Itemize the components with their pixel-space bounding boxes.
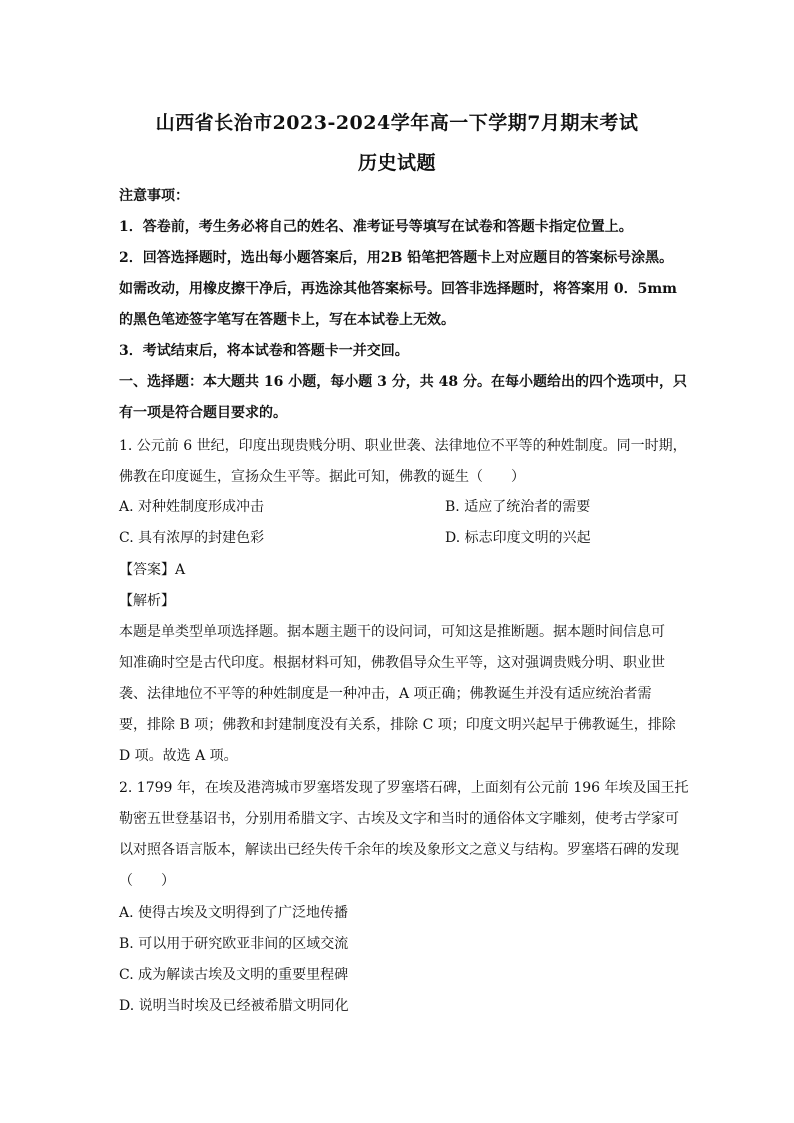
- notice-item-2-line-2: 如需改动，用橡皮擦干净后，再选涂其他答案标号。回答非选择题时，将答案用 0．5mm: [119, 281, 677, 297]
- notice-heading: 注意事项：: [119, 188, 189, 204]
- q2-stem-line-2: 勒密五世登基诏书，分别用希腊文字、古埃及文字和当时的通俗体文字雕刻，使考古学家可: [119, 811, 679, 827]
- q2-stem-line-4: （ ）: [119, 873, 175, 889]
- q2-option-d: D. 说明当时埃及已经被希腊文明同化: [119, 998, 349, 1014]
- q1-option-d: D. 标志印度文明的兴起: [445, 530, 591, 546]
- q1-analysis-line-3: 袭、法律地位不平等的种姓制度是一种冲击，A 项正确；佛教诞生并没有适应统治者需: [119, 686, 652, 702]
- q1-stem-line-1: 1. 公元前 6 世纪，印度出现贵贱分明、职业世袭、法律地位不平等的种姓制度。同一时期，: [119, 438, 687, 454]
- q1-answer: 【答案】A: [119, 562, 186, 578]
- q1-analysis-line-2: 知准确时空是古代印度。根据材料可知，佛教倡导众生平等，这对强调贵贱分明、职业世: [119, 655, 665, 671]
- document-title: 山西省长治市2023-2024学年高一下学期7月期末考试: [155, 112, 639, 134]
- q1-analysis-heading: 【解析】: [119, 593, 175, 609]
- q1-analysis-line-1: 本题是单类型单项选择题。据本题主题干的设问词，可知这是推断题。据本题时间信息可: [119, 624, 665, 640]
- q2-option-b: B. 可以用于研究欧亚非间的区域交流: [119, 936, 349, 952]
- q1-analysis-line-4: 要，排除 B 项；佛教和封建制度没有关系，排除 C 项；印度文明兴起早于佛教诞生，排除: [119, 717, 676, 733]
- q2-stem-line-3: 以对照各语言版本，解读出已经失传千余年的埃及象形文之意义与结构。罗塞塔石碑的发现: [119, 842, 679, 858]
- q2-stem-line-1: 2. 1799 年，在埃及港湾城市罗塞塔发现了罗塞塔石碑，上面刻有公元前 196 年埃及国王托: [119, 780, 689, 796]
- section-heading-line-1: 一、选择题：本大题共 16 小题，每小题 3 分，共 48 分。在每小题给出的四个选项中，只: [119, 374, 687, 390]
- section-heading-line-2: 有一项是符合题目要求的。: [119, 405, 287, 421]
- notice-item-1: 1．答卷前，考生务必将自己的姓名、准考证号等填写在试卷和答题卡指定位置上。: [119, 219, 633, 235]
- q2-option-a: A. 使得古埃及文明得到了广泛地传播: [119, 905, 349, 921]
- notice-item-2-line-3: 的黑色笔迹签字笔写在答题卡上，写在本试卷上无效。: [119, 312, 455, 328]
- q1-option-a: A. 对种姓制度形成冲击: [119, 499, 265, 515]
- notice-item-2-line-1: 2．回答选择题时，选出每小题答案后，用2B 铅笔把答题卡上对应题目的答案标号涂黑。: [119, 250, 674, 266]
- document-subtitle: 历史试题: [357, 152, 436, 174]
- notice-item-3: 3．考试结束后，将本试卷和答题卡一并交回。: [119, 343, 409, 359]
- q1-stem-line-2: 佛教在印度诞生，宣扬众生平等。据此可知，佛教的诞生（ ）: [119, 469, 525, 485]
- q2-option-c: C. 成为解读古埃及文明的重要里程碑: [119, 967, 349, 983]
- q1-analysis-line-5: D 项。故选 A 项。: [119, 748, 238, 764]
- q1-option-c: C. 具有浓厚的封建色彩: [119, 530, 265, 546]
- q1-option-b: B. 适应了统治者的需要: [445, 499, 591, 515]
